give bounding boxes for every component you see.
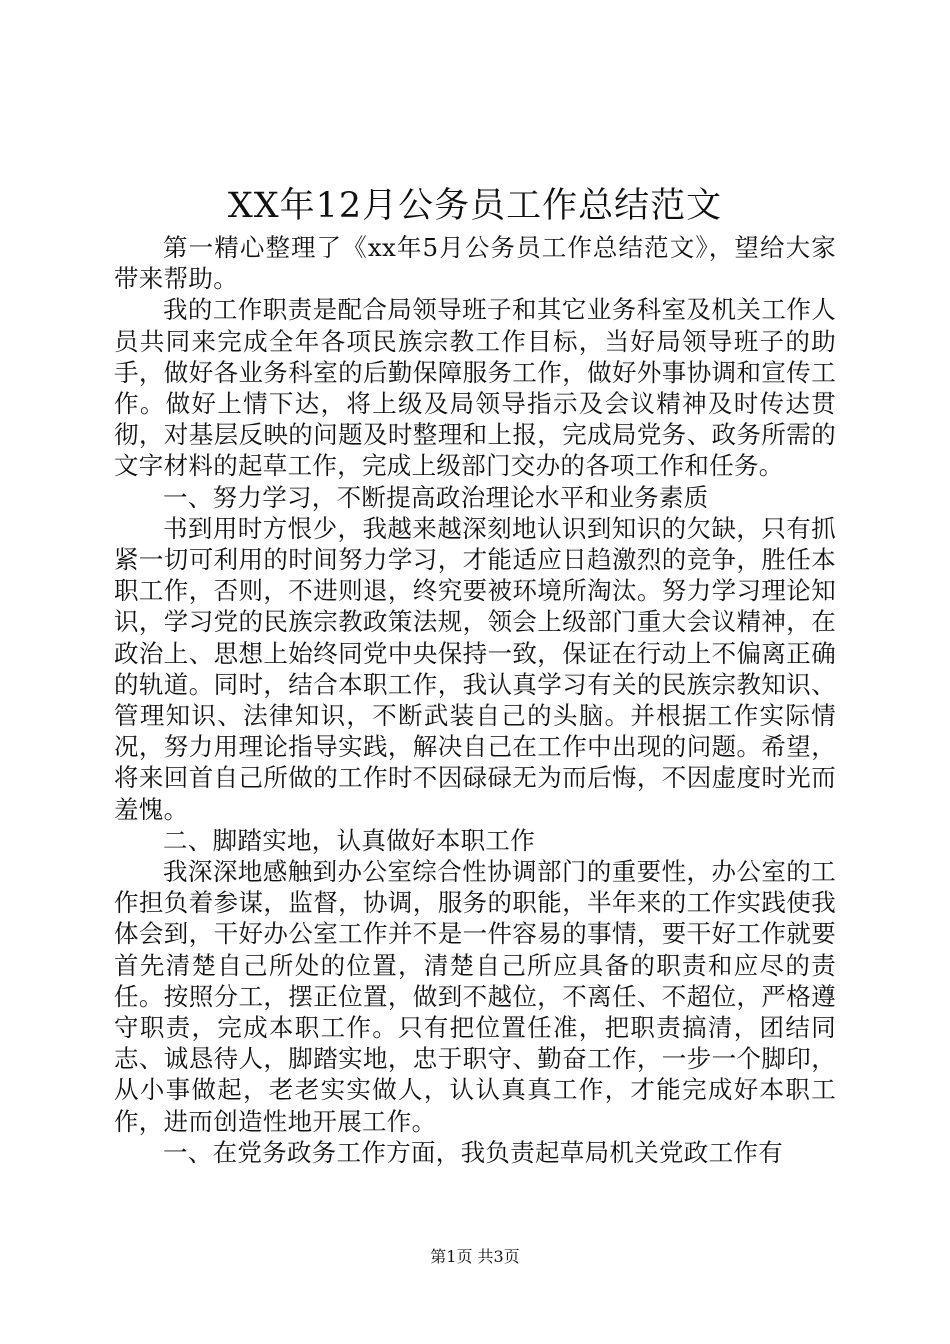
page-number-footer: 第1页 共3页 <box>430 1247 520 1266</box>
paragraph-party-affairs: 一、在党务政务工作方面，我负责起草局机关党政工作有 <box>163 1137 783 1167</box>
document-title: XX年12月公务员工作总结范文 <box>227 186 723 226</box>
paragraph-duties: 我的工作职责是配合局领导班子和其它业务科室及机关工作人员共同来完成全年各项民族宗教工作目标，当好局领导班子的助手，做好各业务科室的后勤保障服务工作，做好外事协调和宣传工作。做好上情下达，将上级及局领导指示及会议精神及时传达贯彻，对基层反映的问题及时整理和上报，完成局党务、政务所需的文字材料的起草工作，完成上级部门交办的各项工作和任务。 <box>114 295 836 481</box>
paragraph-work: 我深深地感触到办公室综合性协调部门的重要性，办公室的工作担负着参谋，监督，协调，服务的职能，半年来的工作实践使我体会到，干好办公室工作并不是一件容易的事情，要干好工作就要首先清楚自己所处的位置，清楚自己所应具备的职责和应尽的责任。按照分工，摆正位置，做到不越位，不离任、不超位，严格遵守职责，完成本职工作。只有把位置任准，把职责搞清，团结同志、诚恳待人，脚踏实地，忠于职守、勤奋工作，一步一个脚印，从小事做起，老老实实做人，认认真真工作，才能完成好本职工作，进而创造性地开展工作。 <box>114 857 836 1136</box>
section-heading-study: 一、努力学习，不断提高政治理论水平和业务素质 <box>163 482 709 512</box>
paragraph-intro: 第一精心整理了《xx年5月公务员工作总结范文》，望给大家带来帮助。 <box>114 233 836 294</box>
section-heading-work: 二、脚踏实地，认真做好本职工作 <box>163 825 535 855</box>
paragraph-study: 书到用时方恨少，我越来越深刻地认识到知识的欠缺，只有抓紧一切可利用的时间努力学习，才能适应日趋激烈的竞争，胜任本职工作，否则，不进则退，终究要被环境所淘汰。努力学习理论知识，学习党的民族宗教政策法规，领会上级部门重大会议精神，在政治上、思想上始终同党中央保持一致，保证在行动上不偏离正确的轨道。同时，结合本职工作，我认真学习有关的民族宗教知识、管理知识、法律知识，不断武装自己的头脑。并根据工作实际情况，努力用理论指导实践，解决自己在工作中出现的问题。希望，将来回首自己所做的工作时不因碌碌无为而后悔，不因虚度时光而羞愧。 <box>114 513 836 824</box>
document-body <box>114 232 836 1168</box>
